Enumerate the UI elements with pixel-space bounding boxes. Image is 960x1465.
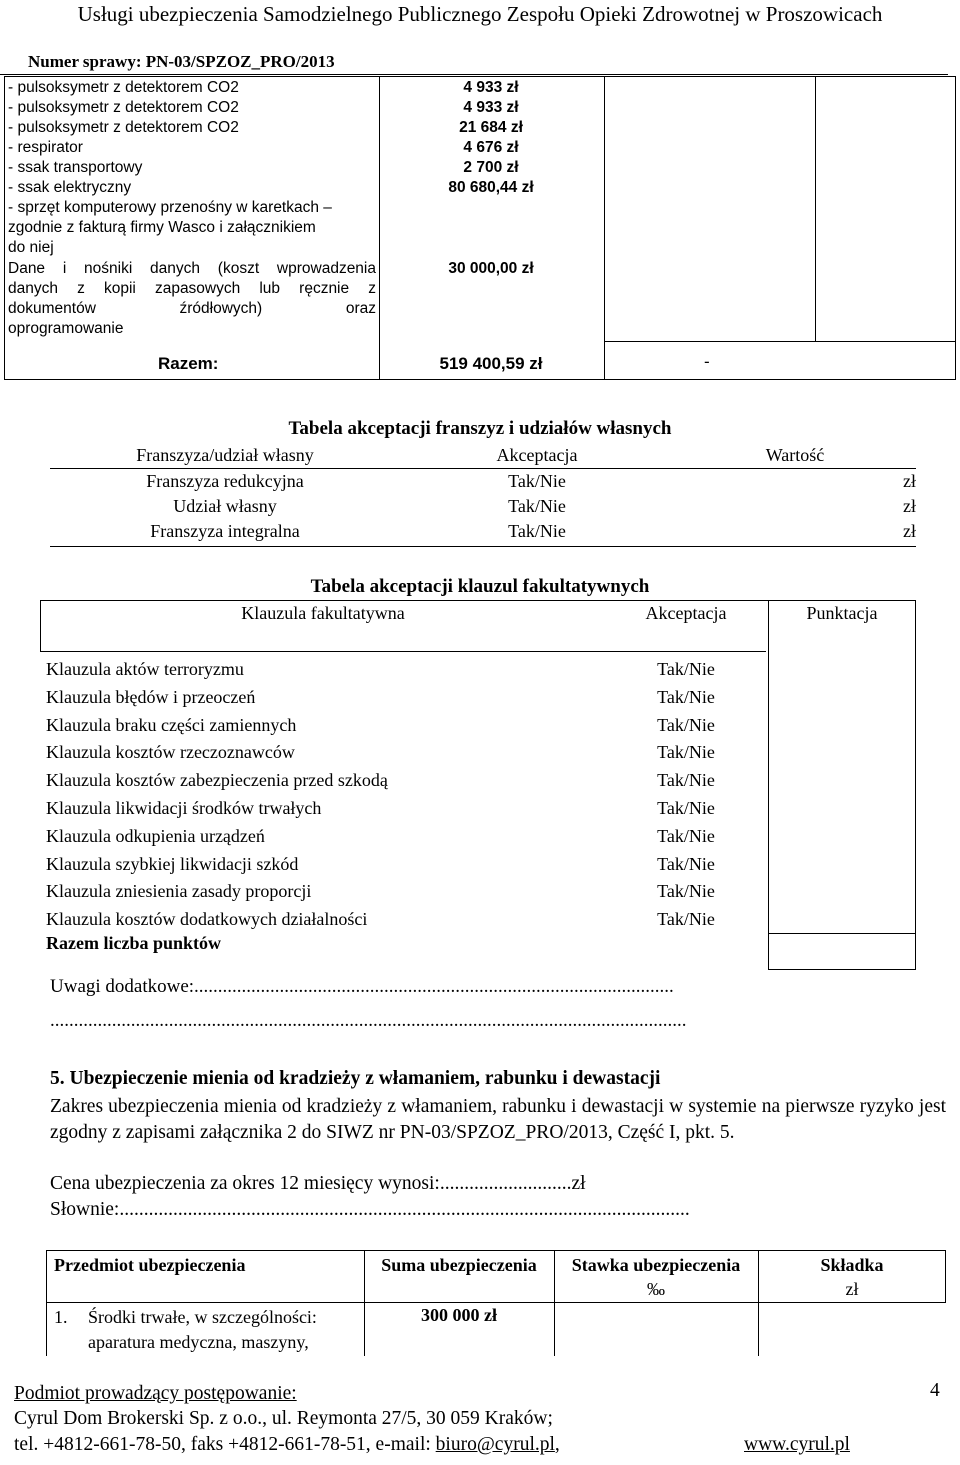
clause-table-border [768, 600, 769, 970]
rate-unit: ‰ [647, 1279, 665, 1299]
table-divider [379, 77, 380, 379]
list-item: - pulsoksymetr z detektorem CO2 [8, 99, 239, 116]
clause-table-border [40, 651, 766, 652]
clause-table-border [768, 969, 916, 970]
table-divider [604, 77, 605, 379]
table-divider [815, 77, 816, 341]
description-line: danych z kopii zapasowych lub ręcznie z [8, 280, 376, 297]
clause-table-border [40, 600, 916, 601]
column-header: Punktacja [806, 603, 878, 623]
sum-insured: 300 000 zł [421, 1305, 497, 1325]
clause-list [46, 656, 388, 934]
amount-value: 4 933 zł [463, 99, 519, 116]
column-header: Franszyza/udział własny [136, 445, 314, 465]
additional-notes-field: Uwagi dodatkowe:..................................................................................................... [50, 976, 674, 997]
premium-unit: zł [845, 1279, 859, 1299]
clause-name: Klauzula braku części zamiennych [46, 714, 297, 735]
table-border [46, 1250, 47, 1356]
footer-phone-fax: tel. +4812-661-78-50, faks +4812-661-78-51, e-mail: [14, 1434, 436, 1455]
acceptance-value: Tak/Nie [508, 521, 566, 541]
franchise-name: Franszyza integralna [150, 521, 300, 541]
amount-value: 4 676 zł [463, 139, 519, 156]
clause-name: Klauzula kosztów rzeczoznawców [46, 742, 295, 763]
section-heading: 5. Ubezpieczenie mienia od kradzieży z włamaniem, rabunku i dewastacji [50, 1068, 661, 1089]
acceptance-value: Tak/Nie [657, 881, 715, 902]
data-media-amount: 30 000,00 zł [448, 260, 534, 277]
franchise-name: Franszyza redukcyjna [146, 471, 304, 491]
acceptance-value: Tak/Nie [657, 909, 715, 930]
acceptance-value: Tak/Nie [657, 742, 715, 763]
total-dash: - [704, 352, 710, 371]
footer-comma: , [554, 1434, 560, 1455]
additional-notes-continuation: ...................................................................................................................................... [50, 1010, 687, 1031]
acceptance-value: Tak/Nie [508, 471, 566, 491]
franchise-value: zł [903, 521, 916, 541]
description-line: oprogramowanie [8, 320, 124, 337]
clause-name: Klauzula odkupienia urządzeń [46, 825, 265, 846]
list-item: - sprzęt komputerowy przenośny w karetkach – [8, 199, 332, 216]
table-divider [604, 341, 956, 342]
data-media-description [8, 259, 376, 339]
clause-name: Klauzula kosztów zabezpieczenia przed szkodą [46, 770, 388, 791]
column-header: Klauzula fakultatywna [241, 603, 405, 623]
clause-name: Klauzula aktów terroryzmu [46, 659, 244, 679]
column-header: Stawka ubezpieczenia [571, 1255, 741, 1275]
price-field: Cena ubezpieczenia za okres 12 miesięcy wynosi:...........................zł [50, 1173, 586, 1194]
table-row [50, 469, 916, 494]
acceptance-value: Tak/Nie [657, 686, 715, 707]
acceptance-value: Tak/Nie [508, 496, 566, 516]
franchise-table-border [50, 546, 916, 547]
clause-name: Klauzula kosztów dodatkowych działalności [46, 909, 368, 930]
clause-name: Klauzula zniesienia zasady proporcji [46, 881, 312, 902]
row-number: 1. [54, 1307, 68, 1327]
clause-name: Klauzula błędów i przeoczeń [46, 686, 256, 707]
clause-name: Klauzula likwidacji środków trwałych [46, 797, 322, 818]
case-number: Numer sprawy: PN-03/SPZOZ_PRO/2013 [28, 52, 335, 71]
acceptance-value: Tak/Nie [657, 714, 715, 735]
list-item: - pulsoksymetr z detektorem CO2 [8, 79, 239, 96]
franchise-name: Udział własny [173, 496, 277, 516]
column-header: Akceptacja [496, 445, 578, 465]
column-header: Suma ubezpieczenia [381, 1255, 537, 1275]
amount-value: 21 684 zł [459, 119, 523, 136]
acceptance-value: Tak/Nie [657, 770, 715, 791]
acceptance-value: Tak/Nie [657, 797, 715, 818]
email-link[interactable]: biuro@cyrul.pl [435, 1434, 555, 1455]
amount-value: 80 680,44 zł [448, 179, 534, 196]
page-number: 4 [930, 1380, 940, 1401]
clause-name: Klauzula szybkiej likwidacji szkód [46, 853, 299, 874]
column-header: Przedmiot ubezpieczenia [54, 1255, 246, 1275]
acceptance-value: Tak/Nie [657, 853, 715, 874]
footer-contact [14, 1434, 560, 1456]
equipment-amounts [381, 78, 601, 198]
footer-address: Cyrul Dom Brokerski Sp. z o.o., ul. Reymonta 27/5, 30 059 Kraków; [14, 1408, 553, 1429]
franchise-value: zł [903, 471, 916, 491]
clause-total-label: Razem liczba punktów [46, 933, 221, 953]
list-item: - respirator [8, 139, 83, 156]
franchise-value: zł [903, 496, 916, 516]
footer-organizer-label: Podmiot prowadzący postępowanie: [14, 1383, 297, 1404]
table-header-row [50, 443, 916, 469]
insured-subject: Środki trwałe, w szczególności: [88, 1307, 317, 1327]
list-item: do niej [8, 239, 54, 256]
website-link[interactable]: www.cyrul.pl [744, 1434, 850, 1455]
clause-table-border [768, 933, 916, 934]
list-item: - pulsoksymetr z detektorem CO2 [8, 119, 239, 136]
clause-table-border [40, 600, 41, 652]
clause-table-border [915, 600, 916, 970]
table-row [50, 494, 916, 519]
table-border [46, 1302, 946, 1303]
page-header-title: Usługi ubezpieczenia Samodzielnego Publicznego Zespołu Opieki Zdrowotnej w Proszowicach [77, 2, 883, 26]
list-item: - ssak elektryczny [8, 179, 132, 196]
clause-acceptance-list [604, 656, 768, 934]
description-line: dokumentów źródłowych) oraz [8, 300, 376, 317]
column-header: Wartość [765, 445, 825, 465]
franchise-table [50, 443, 916, 544]
franchise-table-title: Tabela akceptacji franszyz i udziałów własnych [288, 418, 672, 439]
table-row [50, 519, 916, 544]
amount-value: 4 933 zł [463, 79, 519, 96]
section-body: Zakres ubezpieczenia mienia od kradzieży z włamaniem, rabunku i dewastacji w systemie na pierwsze ryzyko jest zgodny z zapisami załącznika 2 do SIWZ nr PN-03/SPZOZ_PRO/2013, Część I, pkt. 5. [50, 1096, 946, 1143]
price-in-words-field: Słownie:..................................................................................................................... [50, 1199, 690, 1220]
column-header: Składka [820, 1255, 884, 1275]
column-header: Akceptacja [645, 603, 727, 623]
description-line: Dane i nośniki danych (koszt wprowadzenia [8, 260, 376, 277]
amount-value: 2 700 zł [463, 159, 519, 176]
insured-subject-continued: aparatura medyczna, maszyny, [88, 1332, 309, 1352]
equipment-list [8, 78, 376, 258]
table-border [46, 1250, 946, 1251]
total-value: 519 400,59 zł [439, 354, 543, 373]
clause-table-title: Tabela akceptacji klauzul fakultatywnych [310, 576, 650, 597]
list-item: - ssak transportowy [8, 159, 143, 176]
header-divider [0, 74, 948, 75]
insurance-table [46, 1250, 946, 1356]
list-item: zgodnie z fakturą firmy Wasco i załącznikiem [8, 219, 316, 236]
acceptance-value: Tak/Nie [657, 825, 715, 846]
acceptance-value: Tak/Nie [657, 659, 715, 679]
total-label: Razem: [158, 354, 219, 373]
